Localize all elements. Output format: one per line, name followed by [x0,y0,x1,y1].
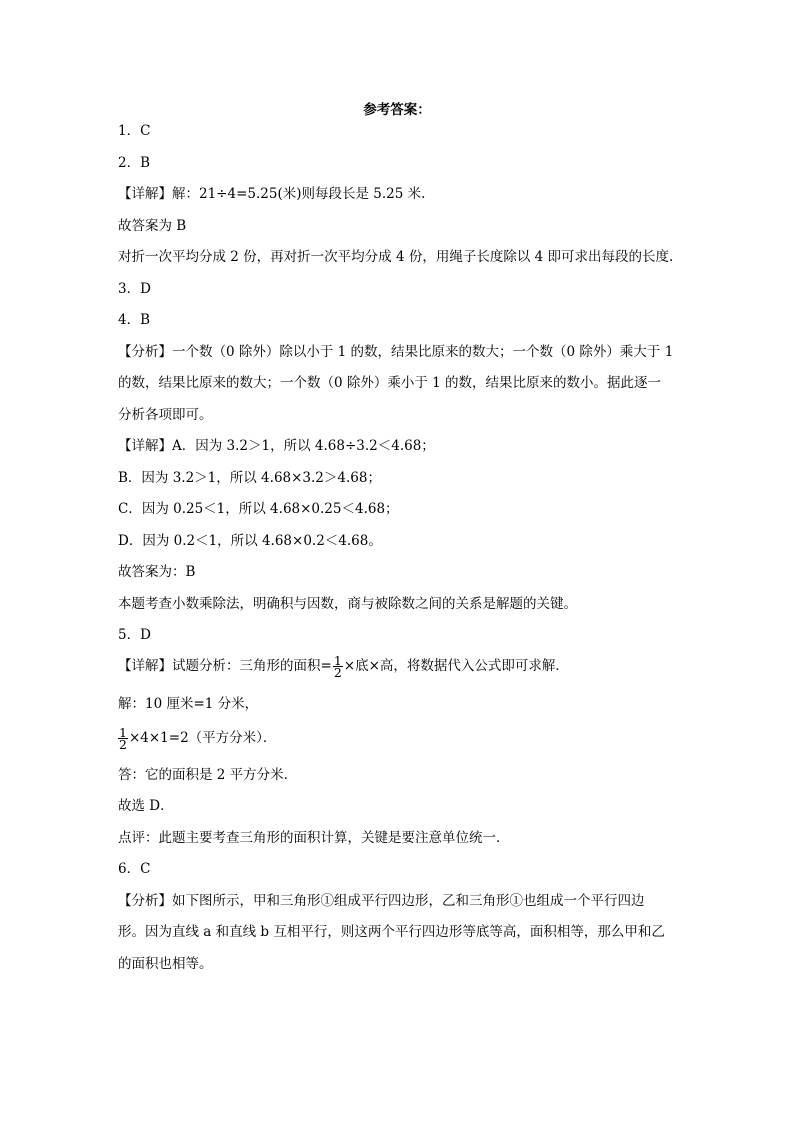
answer-2: 2．B [118,155,151,171]
answer-5: 5．D [118,627,151,643]
text-line: 【分析】如下图所示，甲和三角形①组成平行四边形，乙和三角形①也组成一个平行四边 [118,893,645,909]
text-line: 答：它的面积是 2 平方分米． [118,767,298,783]
fraction-denominator: 2 [333,665,342,680]
formula-line [118,655,569,678]
text-line: 分析各项即可。 [118,407,213,423]
answer-3: 3．D [118,281,151,297]
text-line: 对折一次平均分成 2 份，再对折一次平均分成 4 份，用绳子长度除以 4 即可求出每段的长度. [118,249,674,265]
text-line: 【详解】解：21÷4=5.25(米)则每段长是 5.25 米. [118,186,426,202]
fraction-half [333,655,343,678]
text-line: B．因为 3.2＞1，所以 4.68×3.2＞4.68； [118,470,381,486]
text-line: C．因为 0.25＜1，所以 4.68×0.25＜4.68； [118,501,399,517]
fraction-half [118,727,128,750]
text-line: 【分析】一个数（0 除外）除以小于 1 的数，结果比原来的数大；一个数（0 除外）乘大于 1 [118,344,674,360]
text-line: 故选 D． [118,798,174,814]
text-line: D．因为 0.2＜1，所以 4.68×0.2＜4.68。 [118,533,382,549]
text-line: 形。因为直线 a 和直线 b 互相平行，则这两个平行四边形等底等高，面积相等，那么甲和乙 [118,924,665,940]
fraction-numerator: 1 [119,725,127,740]
answer-1: 1．C [118,123,151,139]
text-segment: 【详解】试题分析：三角形的面积= [118,658,332,674]
text-line: 故答案为 B [118,218,187,234]
text-line: 【详解】A．因为 3.2＞1，所以 4.68÷3.2＜4.68； [118,438,435,454]
page-title: 参考答案： [363,102,431,118]
text-line: 点评：此题主要考查三角形的面积计算，关键是要注意单位统一． [118,830,510,846]
fraction-numerator: 1 [333,653,342,668]
answer-4: 4．B [118,312,151,328]
text-segment: ×底×高，将数据代入公式即可求解． [343,658,569,674]
text-line: 故答案为：B [118,564,196,580]
text-segment: ×4×1=2（平方分米）． [128,730,277,746]
text-line: 的数，结果比原来的数大；一个数（0 除外）乘小于 1 的数，结果比原来的数小。据此逐一 [118,375,662,391]
formula-line [118,727,276,750]
answer-6: 6．C [118,861,151,877]
text-line: 解：10 厘米=1 分米， [118,696,259,712]
fraction-denominator: 2 [119,737,127,752]
text-line: 本题考查小数乘除法，明确积与因数，商与被除数之间的关系是解题的关键。 [118,596,577,612]
text-line: 的面积也相等。 [118,956,213,972]
